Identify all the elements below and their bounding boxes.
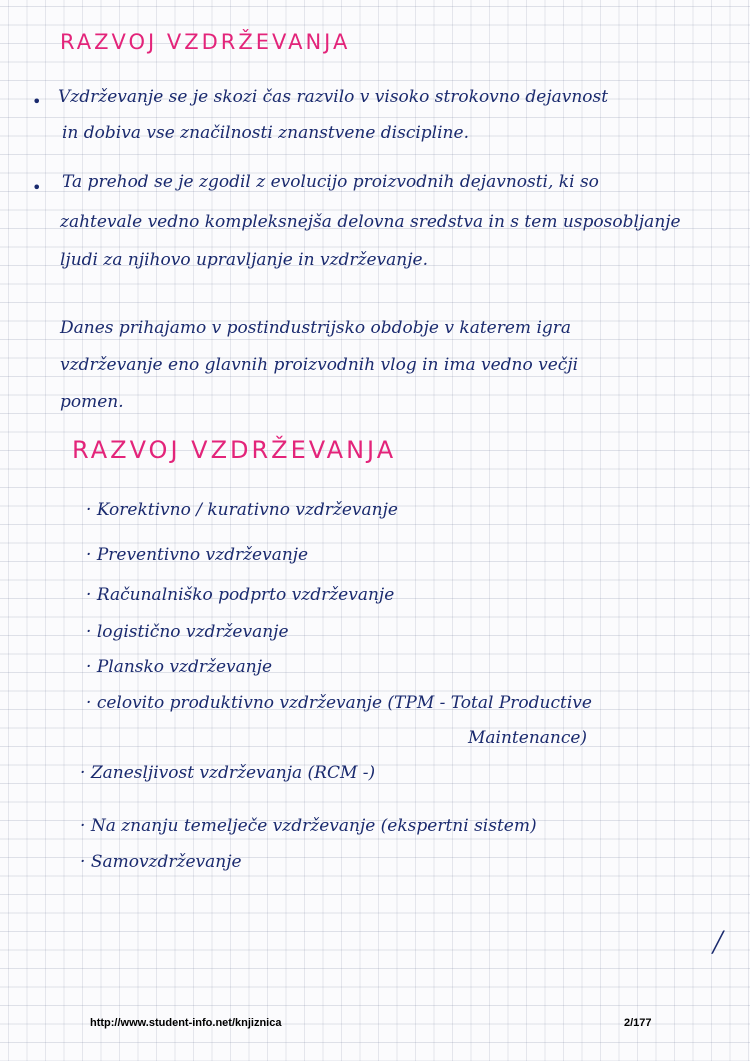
para3-line2: vzdrževanje eno glavnih proizvodnih vlog in ima vedno večji — [60, 355, 579, 375]
list-item: · Računalniško podprto vzdrževanje — [86, 585, 395, 605]
para3-line1: Danes prihajamo v postindustrijsko obdobje v katerem igra — [60, 318, 572, 338]
footer-page-number: 2/177 — [624, 1017, 652, 1029]
list-item-continuation: Maintenance) — [468, 728, 588, 748]
list-item: · Na znanju temelječe vzdrževanje (ekspertni sistem) — [80, 816, 537, 836]
para1-line1: Vzdrževanje se je skozi čas razvilo v visoko strokovno dejavnost — [58, 87, 609, 107]
para2-line2: zahtevale vedno kompleksnejša delovna sredstva in s tem usposobljanje — [60, 212, 681, 232]
para2-line1: Ta prehod se je zgodil z evolucijo proizvodnih dejavnosti, ki so — [62, 172, 599, 192]
heading-mid: RAZVOJ VZDRŽEVANJA — [72, 436, 397, 464]
list-item: · Preventivno vzdrževanje — [86, 545, 309, 565]
list-item: · Plansko vzdrževanje — [86, 657, 273, 677]
pen-mark-icon: ╱ — [712, 930, 725, 954]
list-item: · Samovzdrževanje — [80, 852, 242, 872]
bullet-icon: • — [32, 178, 42, 197]
para2-line3: ljudi za njihovo upravljanje in vzdrževanje. — [60, 250, 428, 270]
para3-line3: pomen. — [60, 392, 124, 412]
para1-line2: in dobiva vse značilnosti znanstvene discipline. — [62, 123, 469, 143]
list-item: · logistično vzdrževanje — [86, 622, 289, 642]
list-item: · Zanesljivost vzdrževanja (RCM -) — [80, 763, 376, 783]
list-item: · celovito produktivno vzdrževanje (TPM - Total Productive — [86, 693, 592, 713]
list-item: · Korektivno / kurativno vzdrževanje — [86, 500, 398, 520]
bullet-icon: • — [32, 92, 42, 111]
footer-url: http://www.student-info.net/knjiznica — [90, 1017, 282, 1029]
heading-top: RAZVOJ VZDRŽEVANJA — [60, 30, 351, 54]
